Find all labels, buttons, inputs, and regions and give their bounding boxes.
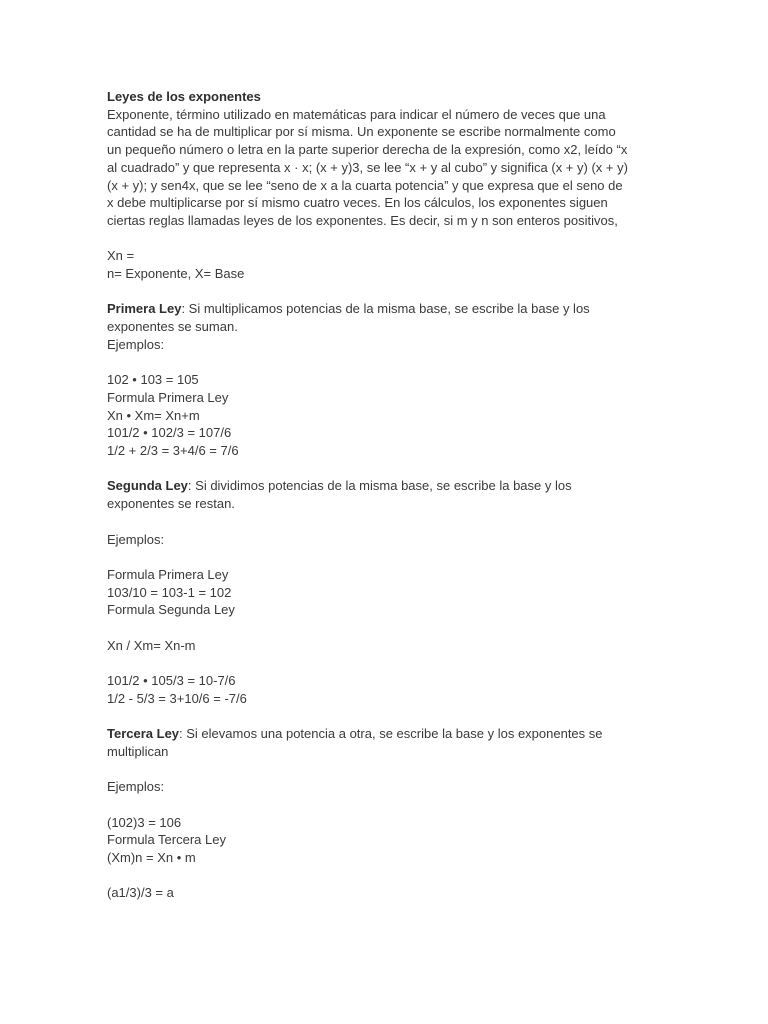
example-line: 101/2 • 102/3 = 107/6 <box>107 425 232 441</box>
formula-label: Formula Primera Ley <box>107 566 229 582</box>
segunda-ley-description <box>107 477 667 495</box>
spacer <box>107 654 667 672</box>
example-line: (102)3 = 106 <box>107 814 182 830</box>
spacer <box>107 619 667 637</box>
formula-label: Formula Tercera Ley <box>107 832 226 848</box>
notation-formula: Xn = <box>107 248 135 264</box>
example-line: 103/10 = 103-1 = 102 <box>107 584 232 600</box>
spacer <box>107 867 667 885</box>
segunda-ley-desc-cont: exponentes se restan. <box>107 496 235 512</box>
tercera-ley-desc-text: : Si elevamos una potencia a otra, se escribe la base y los exponentes se <box>179 726 603 742</box>
tercera-ley-desc-cont: multiplican <box>107 743 169 759</box>
formula-label: Formula Primera Ley <box>107 389 229 405</box>
intro-line: x debe multiplicarse por sí mismo cuatro veces. En los cálculos, los exponentes siguen <box>107 195 608 211</box>
example-line: 102 • 103 = 105 <box>107 372 199 388</box>
segunda-ley-heading: Segunda Ley <box>107 478 188 494</box>
examples-label: Ejemplos: <box>107 779 165 795</box>
spacer <box>107 707 667 725</box>
primera-ley-heading: Primera Ley <box>107 301 182 317</box>
example-line: 101/2 • 105/3 = 10-7/6 <box>107 673 236 689</box>
section-tercera-ley <box>107 725 667 902</box>
examples-label: Ejemplos: <box>107 531 165 547</box>
spacer <box>107 761 667 779</box>
primera-ley-description <box>107 300 667 318</box>
primera-ley-desc-cont: exponentes se suman. <box>107 319 238 335</box>
spacer <box>107 796 667 814</box>
section-segunda-ley <box>107 477 667 707</box>
example-line: 1/2 + 2/3 = 3+4/6 = 7/6 <box>107 443 239 459</box>
intro-line: (x + y); y sen4x, que se lee “seno de x a la cuarta potencia” y que expresa que el seno de <box>107 177 623 193</box>
example-line: 1/2 - 5/3 = 3+10/6 = -7/6 <box>107 690 247 706</box>
spacer <box>107 230 667 248</box>
formula-line: Xn • Xm= Xn+m <box>107 407 200 423</box>
intro-line: un pequeño número o letra en la parte superior derecha de la expresión, como x2, leído “x <box>107 142 628 158</box>
formula-line: Xn / Xm= Xn-m <box>107 637 196 653</box>
spacer <box>107 460 667 478</box>
spacer <box>107 548 667 566</box>
intro-line: al cuadrado” y que representa x · x; (x + y)3, se lee “x + y al cubo” y significa (x + y) (x + y) <box>107 159 628 175</box>
intro-line: Exponente, término utilizado en matemáticas para indicar el número de veces que una <box>107 106 606 122</box>
section-primera-ley <box>107 300 667 459</box>
intro-line: cantidad se ha de multiplicar por sí misma. Un exponente se escribe normalmente como <box>107 124 616 140</box>
formula-line: (Xm)n = Xn • m <box>107 850 196 866</box>
tercera-ley-heading: Tercera Ley <box>107 726 180 742</box>
tercera-ley-description <box>107 725 667 743</box>
examples-label: Ejemplos: <box>107 336 165 352</box>
example-line: (a1/3)/3 = a <box>107 885 174 901</box>
document-page <box>107 88 667 902</box>
document-title: Leyes de los exponentes <box>107 89 261 104</box>
segunda-ley-desc-text: : Si dividimos potencias de la misma base, se escribe la base y los <box>187 478 572 494</box>
formula-label: Formula Segunda Ley <box>107 602 235 618</box>
primera-ley-desc-text: : Si multiplicamos potencias de la misma base, se escribe la base y los <box>181 301 590 317</box>
spacer <box>107 283 667 301</box>
intro-paragraph <box>107 106 667 230</box>
notation-definition: n= Exponente, X= Base <box>107 266 245 282</box>
intro-line: ciertas reglas llamadas leyes de los exponentes. Es decir, si m y n son enteros positivos, <box>107 212 618 228</box>
spacer <box>107 354 667 372</box>
spacer <box>107 513 667 531</box>
